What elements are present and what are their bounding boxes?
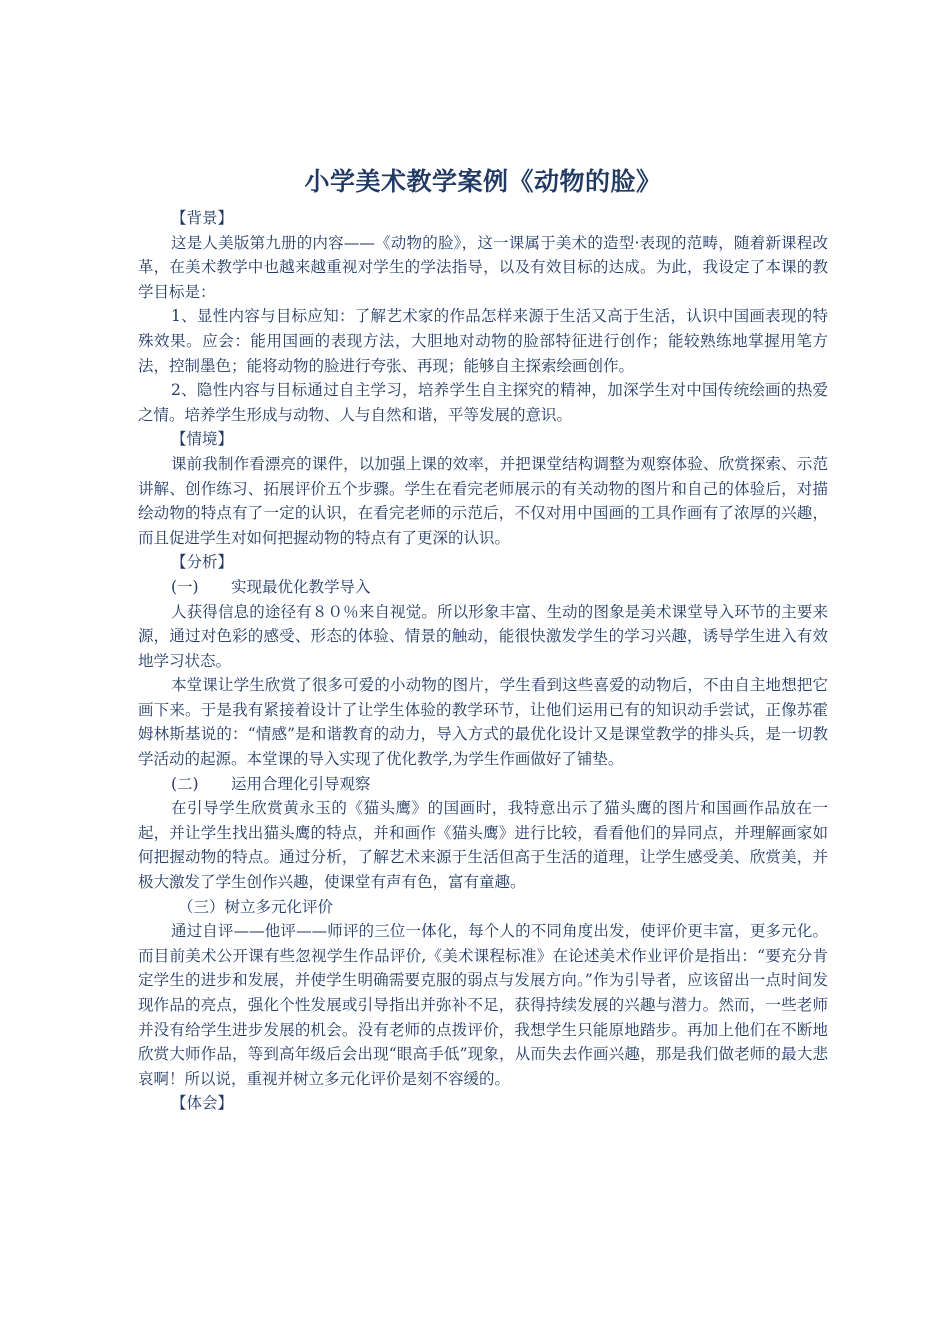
background-heading: 【背景】 [171,209,234,227]
document-title: 小学美术教学案例《动物的脸》 [304,167,662,196]
analysis-section-2-heading [138,772,828,797]
analysis-section-1-title: 实现最优化教学导入 [231,577,371,596]
analysis-heading: 【分析】 [171,553,234,572]
background-paragraph-2: 1、显性内容与目标应知：了解艺术家的作品怎样来源于生活又高于生活，认识中国画表现的特殊效果。应会：能用国画的表现方法，大胆地对动物的脸部特征进行创作；能较熟练地掌握用笔方法，控制墨色；能将动物的脸进行夸张、再现；能够自主探索绘画创作。 [138,307,828,375]
analysis-section-3-heading: （三）树立多元化评价 [178,897,334,916]
analysis-section-1-heading [138,575,828,600]
analysis-section-3-paragraph-1: 通过自评——他评——师评的三位一体化，每个人的不同角度出发，使评价更丰富，更多元化。而目前美术公开课有些忽视学生作品评价,《美术课程标准》在论述美术作业评价是指出：“要充分肯定学生的进步和发展，并使学生明确需要克服的弱点与发展方向。”作为引导者，应该留出一点时间发现作品的亮点，强化个性发展或引导指出并弥补不足，获得持续发展的兴趣与潜力。然而，一些老师并没有给学生进步发展的机会。没有老师的点拨评价，我想学生只能原地踏步。再加上他们在不断地欣赏大师作品，等到高年级后会出现“眼高手低”现象，从而失去作画兴趣，那是我们做老师的最大悲哀啊！所以说，重视并树立多元化评价是刻不容缓的。 [138,922,828,1088]
analysis-section-1-paragraph-2: 本堂课让学生欣赏了很多可爱的小动物的图片，学生看到这些喜爱的动物后，不由自主地想把它画下来。于是我有紧接着设计了让学生体验的教学环节，让他们运用已有的知识动手尝试，正像苏霍姆林斯基说的：“情感”是和谐教育的动力，导入方式的最优化设计又是课堂教学的排头兵，是一切教学活动的起源。本堂课的导入实现了优化教学,为学生作画做好了铺垫。 [138,676,828,769]
document-body [138,160,828,1116]
background-paragraph-1: 这是人美版第九册的内容——《动物的脸》，这一课属于美术的造型·表现的范畴，随着新课程改革，在美术教学中也越来越重视对学生的学法指导，以及有效目标的达成。为此，我设定了本课的教学目标是： [138,233,828,301]
analysis-section-1-number: (一) [171,577,199,596]
analysis-section-2-number: (二) [171,774,199,793]
experience-heading: 【体会】 [171,1094,234,1113]
analysis-section-2-paragraph-1: 在引导学生欣赏黄永玉的《猫头鹰》的国画时，我特意出示了猫头鹰的图片和国画作品放在一起，并让学生找出猫头鹰的特点，并和画作《猫头鹰》进行比较，看看他们的异同点，并理解画家如何把握动物的特点。通过分析，了解艺术来源于生活但高于生活的道理，让学生感受美、欣赏美，并极大激发了学生创作兴趣，使课堂有声有色，富有童趣。 [138,799,828,892]
background-paragraph-3: 2、隐性内容与目标通过自主学习，培养学生自主探究的精神，加深学生对中国传统绘画的热爱之情。培养学生形成与动物、人与自然和谐，平等发展的意识。 [138,381,828,424]
situation-heading: 【情境】 [171,430,234,449]
analysis-section-2-title: 运用合理化引导观察 [231,774,371,793]
analysis-section-1-paragraph-1: 人获得信息的途径有８０％来自视觉。所以形象丰富、生动的图象是美术课堂导入环节的主要来源，通过对色彩的感受、形态的体验、情景的触动，能很快激发学生的学习兴趣，诱导学生进入有效地学习状态。 [138,602,828,670]
situation-paragraph-1: 课前我制作看漂亮的课件，以加强上课的效率，并把课堂结构调整为观察体验、欣赏探索、示范讲解、创作练习、拓展评价五个步骤。学生在看完老师展示的有关动物的图片和自己的体验后，对描绘动物的特点有了一定的认识，在看完老师的示范后，不仅对用中国画的工具作画有了浓厚的兴趣，而且促进学生对如何把握动物的特点有了更深的认识。 [138,454,828,547]
